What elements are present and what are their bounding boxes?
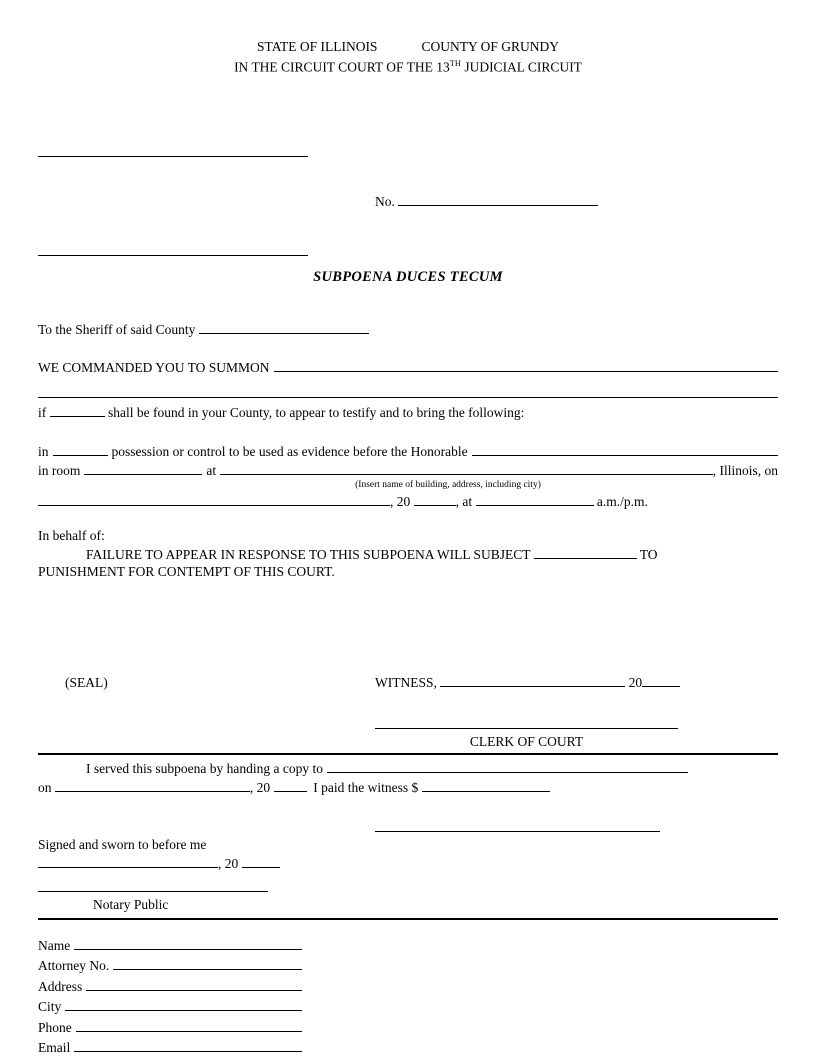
honorable-judge-blank[interactable] bbox=[472, 441, 778, 456]
county-heading: COUNTY OF GRUNDY bbox=[421, 39, 559, 54]
room-label: in room bbox=[38, 462, 81, 478]
party-name-blank-1[interactable] bbox=[38, 142, 308, 157]
party-name-blank-2[interactable] bbox=[38, 241, 308, 256]
section-divider-1 bbox=[38, 753, 778, 755]
address-label: Address bbox=[38, 978, 83, 994]
paid-witness-label: I paid the witness $ bbox=[313, 779, 419, 795]
at-label: at bbox=[206, 462, 217, 478]
in-label: in bbox=[38, 443, 49, 459]
if-rest-text: shall be found in your County, to appear to testify and to bring the following: bbox=[108, 404, 525, 420]
sworn-year-blank[interactable] bbox=[242, 853, 280, 868]
contact-row-phone bbox=[38, 1017, 302, 1038]
contact-block bbox=[38, 935, 778, 1056]
service-year-blank[interactable] bbox=[274, 777, 307, 792]
notary-public-label: Notary Public bbox=[93, 896, 169, 912]
circuit-ordinal-sup: TH bbox=[449, 59, 461, 68]
ampm-label: a.m./p.m. bbox=[596, 493, 648, 509]
service-date-line bbox=[38, 777, 778, 796]
clerk-signature-line bbox=[375, 714, 778, 733]
failure-to-label: TO bbox=[639, 546, 658, 562]
appearance-year-blank[interactable] bbox=[414, 491, 456, 506]
possession-pronoun-blank[interactable] bbox=[53, 441, 108, 456]
served-person-blank[interactable] bbox=[327, 758, 688, 773]
possession-line bbox=[38, 441, 778, 460]
court-header bbox=[38, 38, 778, 76]
city-label: City bbox=[38, 999, 62, 1014]
possession-text: possession or control to be used as evidence before the Honorable bbox=[111, 443, 468, 459]
circuit-text-post: JUDICIAL CIRCUIT bbox=[460, 59, 582, 75]
name-blank[interactable] bbox=[74, 935, 302, 950]
email-blank[interactable] bbox=[74, 1037, 302, 1052]
notary-signature-blank[interactable] bbox=[38, 877, 268, 892]
if-found-line bbox=[38, 402, 778, 421]
circuit-heading bbox=[38, 55, 778, 76]
sworn-date-line bbox=[38, 853, 778, 872]
circuit-text-pre: IN THE CIRCUIT COURT OF THE 13 bbox=[234, 59, 450, 75]
witness-clerk-name-blank[interactable] bbox=[440, 672, 625, 687]
failure-line-1 bbox=[38, 544, 778, 563]
address-blank[interactable] bbox=[86, 976, 302, 991]
summon-continuation-line bbox=[38, 383, 778, 402]
service-date-blank[interactable] bbox=[55, 777, 250, 792]
twenty-label: , 20 bbox=[390, 493, 411, 509]
illinois-on-text: , Illinois, on bbox=[712, 462, 778, 478]
served-label: I served this subpoena by handing a copy to bbox=[86, 760, 323, 776]
summon-person-blank[interactable] bbox=[274, 357, 778, 372]
appearance-time-blank[interactable] bbox=[476, 491, 594, 506]
sheriff-label: To the Sheriff of said County bbox=[38, 321, 196, 337]
failure-person-blank[interactable] bbox=[534, 544, 637, 559]
name-label: Name bbox=[38, 937, 71, 953]
on-label: on bbox=[38, 779, 52, 795]
witness-year-prefix: 20 bbox=[628, 674, 643, 690]
contact-row-name bbox=[38, 935, 302, 956]
case-number-line bbox=[375, 191, 778, 210]
summon-label: WE COMMANDED YOU TO SUMMON bbox=[38, 359, 270, 375]
caption-line-1 bbox=[38, 142, 778, 161]
room-line bbox=[38, 460, 778, 479]
section-divider-2 bbox=[38, 918, 778, 920]
phone-label: Phone bbox=[38, 1019, 72, 1035]
date-time-line bbox=[38, 491, 778, 510]
room-number-blank[interactable] bbox=[84, 460, 202, 475]
service-twenty-label: , 20 bbox=[249, 779, 271, 795]
clerk-of-court-label: CLERK OF COURT bbox=[469, 733, 584, 749]
summon-line bbox=[38, 357, 778, 376]
state-heading: STATE OF ILLINOIS bbox=[257, 39, 378, 54]
attorney-no-label: Attorney No. bbox=[38, 958, 110, 973]
form-title: SUBPOENA DUCES TECUM bbox=[313, 268, 503, 285]
header-line-1 bbox=[38, 38, 778, 55]
if-label: if bbox=[38, 404, 47, 420]
seal-label: (SEAL) bbox=[65, 674, 108, 690]
witness-label: WITNESS, bbox=[375, 674, 437, 690]
contact-row-attorney-no bbox=[38, 955, 302, 976]
failure-line-2: PUNISHMENT FOR CONTEMPT OF THIS COURT. bbox=[38, 563, 335, 579]
contact-row-email bbox=[38, 1037, 302, 1056]
phone-blank[interactable] bbox=[76, 1017, 302, 1032]
case-number-label: No. bbox=[375, 193, 395, 209]
sheriff-line bbox=[38, 319, 778, 338]
sworn-line: Signed and sworn to before me bbox=[38, 836, 207, 852]
sworn-date-blank[interactable] bbox=[38, 853, 218, 868]
sworn-twenty-label: , 20 bbox=[218, 855, 239, 871]
if-pronoun-blank[interactable] bbox=[50, 402, 105, 417]
witness-fee-blank[interactable] bbox=[422, 777, 550, 792]
server-signature-line bbox=[375, 817, 778, 836]
attorney-no-blank[interactable] bbox=[113, 955, 302, 970]
email-label: Email bbox=[38, 1040, 71, 1055]
case-number-blank[interactable] bbox=[398, 191, 598, 206]
server-signature-blank[interactable] bbox=[375, 817, 660, 832]
notary-signature-line bbox=[38, 877, 778, 896]
summon-person-blank-2[interactable] bbox=[38, 383, 778, 398]
appearance-date-blank[interactable] bbox=[38, 491, 390, 506]
failure-text: FAILURE TO APPEAR IN RESPONSE TO THIS SUBPOENA WILL SUBJECT bbox=[86, 546, 531, 562]
building-note: (Insert name of building, address, including city) bbox=[355, 479, 541, 490]
caption-line-2 bbox=[38, 241, 778, 260]
witness-year-blank[interactable] bbox=[642, 672, 680, 687]
clerk-signature-blank[interactable] bbox=[375, 714, 678, 729]
city-blank[interactable] bbox=[65, 996, 302, 1011]
contact-row-city bbox=[38, 996, 302, 1017]
sheriff-county-blank[interactable] bbox=[199, 319, 369, 334]
seal-witness-row bbox=[38, 672, 778, 691]
at-time-label: , at bbox=[455, 493, 473, 509]
behalf-line: In behalf of: bbox=[38, 527, 105, 543]
served-line bbox=[38, 758, 688, 777]
building-address-blank[interactable] bbox=[220, 460, 713, 475]
contact-row-address bbox=[38, 976, 302, 997]
